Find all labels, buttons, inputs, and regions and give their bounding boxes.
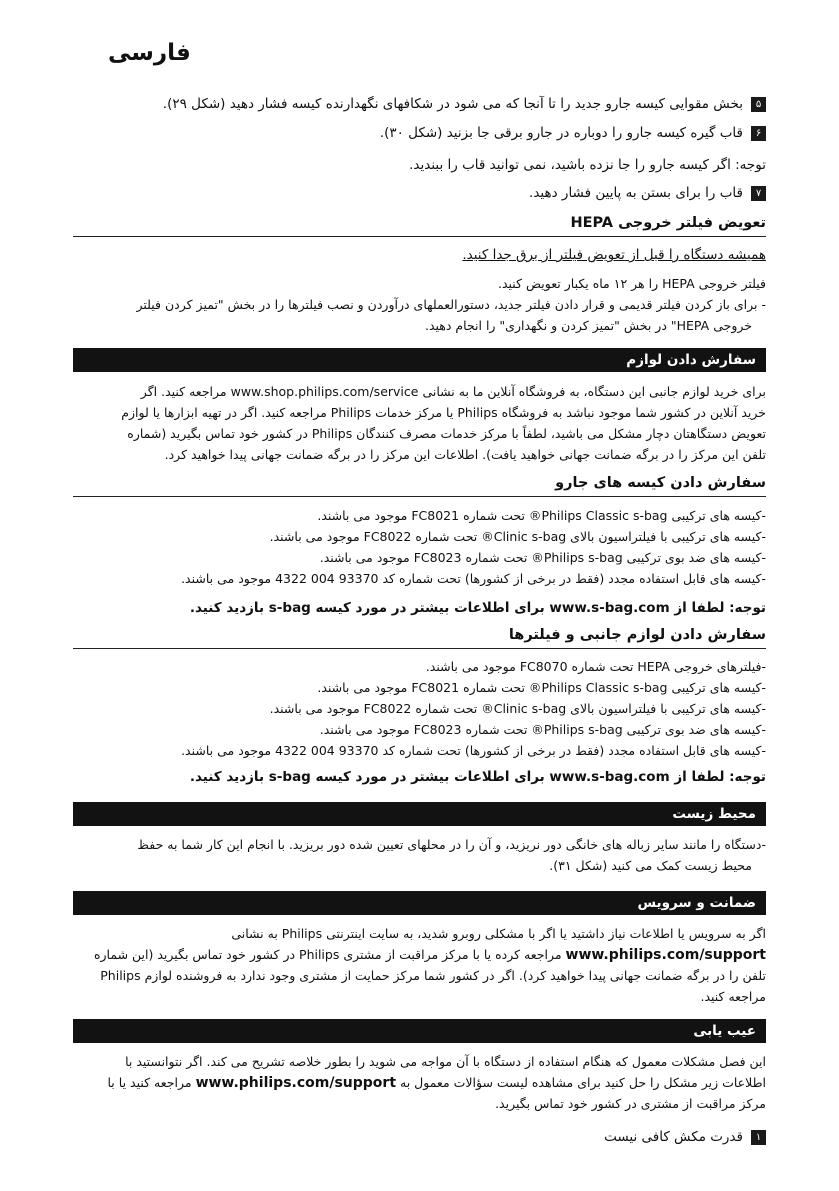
accessories-note: توجه: لطفا از www.s-bag.com برای اطلاعات بیشتر در مورد کیسه s-bag بازدید کنید. [189, 769, 766, 785]
accessories-item [73, 740, 766, 761]
section-bar-environment: محیط زیست [73, 802, 766, 826]
bullet-dash: - [761, 701, 766, 716]
step-7 [73, 182, 766, 204]
hepa-bullet-cont: خروجی HEPA" در بخش "تمیز کردن و نگهداری" را انجام دهید. [424, 318, 752, 333]
bags-item [73, 505, 766, 526]
troubleshooting-line: این فصل مشکلات معمول که هنگام استفاده از دستگاه با آن مواجه می شوید را بطور خلاصه تشریح می کند. اگر نتوانستید با [125, 1054, 766, 1069]
warranty-text: مراجعه کرده یا با مرکز مراقبت از مشتری Philips در کشور خود تماس بگیرید (این شماره [93, 947, 562, 962]
bullet-dash: - [761, 508, 766, 523]
support-link[interactable]: www.philips.com/support [565, 947, 766, 963]
warranty-line [73, 944, 766, 966]
ordering-line: تعویض دستگاهتان دچار مشکل می باشید، لطفاً با مرکز خدمات مصرف کنندگان Philips در کشور خود تماس بگیرید (شماره [127, 426, 766, 441]
bags-heading: سفارش دادن کیسه های جارو [555, 475, 766, 491]
bullet-text: کیسه های ترکیبی Philips Classic s-bag® تحت شماره FC8021 موجود می باشند. [317, 680, 762, 695]
step-text: قاب گیره کیسه جارو را دوباره در جارو برقی جا بزنید (شکل ۳۰). [379, 125, 743, 141]
divider [73, 496, 766, 497]
bullet-dash: - [761, 680, 766, 695]
bullet-text: کیسه های ترکیبی با فیلتراسیون بالای Clinic s-bag® تحت شماره FC8022 موجود می باشند. [269, 529, 762, 544]
accessories-item [73, 719, 766, 740]
step-number: ۵ [751, 97, 766, 112]
ordering-line: خرید آنلاین در کشور شما موجود نباشد به فروشگاه Philips یا مرکز خدمات Philips مراجعه کنید. اگر در تهیه ابزارها یا لوازم [121, 405, 766, 420]
bullet-text: کیسه های ترکیبی با فیلتراسیون بالای Clinic s-bag® تحت شماره FC8022 موجود می باشند. [269, 701, 762, 716]
accessories-heading: سفارش دادن لوازم جانبی و فیلترها [508, 627, 766, 643]
support-link[interactable]: www.philips.com/support [195, 1075, 397, 1091]
bullet-dash: - [761, 550, 766, 565]
step-number: ۷ [751, 186, 766, 201]
ordering-line: تلفن این مرکز را در برگه ضمانت جهانی خواهید یافت). اطلاعات این مرکز را در برگه ضمانت جهانی پیدا خواهید کرد. [164, 447, 766, 462]
bullet-text: کیسه های قابل استفاده مجدد (فقط در برخی از کشورها) تحت شماره کد 93370 004 4322 موجود می باشند. [181, 571, 762, 586]
hepa-bullet [73, 294, 766, 315]
bullet-text: فیلترهای خروجی HEPA تحت شماره FC8070 موجود می باشند. [425, 659, 762, 674]
note-frame: توجه: اگر کیسه جارو را جا نزده باشید، نمی توانید قاب را ببندید. [409, 157, 766, 173]
bullet-dash: - [761, 297, 766, 312]
hepa-heading: تعویض فیلتر خروجی HEPA [570, 215, 766, 231]
bullet-text: کیسه های ضد بوی ترکیبی Philips s-bag® تحت شماره FC8023 موجود می باشند. [319, 722, 762, 737]
accessories-item [73, 656, 766, 677]
bullet-text: کیسه های ترکیبی Philips Classic s-bag® تحت شماره FC8021 موجود می باشند. [317, 508, 762, 523]
hepa-line: فیلتر خروجی HEPA را هر ۱۲ ماه یکبار تعویض کنید. [497, 276, 766, 291]
accessories-item [73, 698, 766, 719]
bullet-text: کیسه های قابل استفاده مجدد (فقط در برخی از کشورها) تحت شماره کد 93370 004 4322 موجود می باشند. [181, 743, 762, 758]
bullet-dash: - [761, 722, 766, 737]
bullet-dash: - [761, 837, 766, 852]
warranty-line: اگر به سرویس یا اطلاعات نیاز داشتید یا اگر با مشکلی روبرو شدید، به سایت اینترنتی Philips به نشانی [231, 926, 766, 941]
section-bar-troubleshooting: عیب یابی [73, 1019, 766, 1043]
bags-item [73, 547, 766, 568]
step-5 [73, 93, 766, 115]
troubleshooting-line [73, 1072, 766, 1094]
environment-item [73, 834, 766, 855]
bags-note: توجه: لطفا از www.s-bag.com برای اطلاعات بیشتر در مورد کیسه s-bag بازدید کنید. [189, 600, 766, 616]
bullet-dash: - [761, 743, 766, 758]
step-number: ۶ [751, 126, 766, 141]
step-6 [73, 122, 766, 144]
step-number: ۱ [751, 1130, 766, 1145]
language-label: فارسی [108, 40, 191, 66]
bullet-text: برای باز کردن فیلتر قدیمی و قرار دادن فیلتر جدید، دستورالعملهای درآوردن و نصب فیلترها را در بخش "تمیز کردن فیلتر [136, 297, 758, 312]
bullet-dash: - [761, 659, 766, 674]
section-bar-ordering: سفارش دادن لوازم [73, 348, 766, 372]
step-1 [73, 1126, 766, 1148]
bullet-text: کیسه های ضد بوی ترکیبی Philips s-bag® تحت شماره FC8023 موجود می باشند. [319, 550, 762, 565]
bags-item [73, 526, 766, 547]
hepa-warning: همیشه دستگاه را قبل از تعویض فیلتر از برق جدا کنید. [462, 247, 766, 263]
step-text: بخش مقوایی کیسه جارو جدید را تا آنجا که می شود در شکافهای نگهدارنده کیسه فشار دهید (شکل ۲۹). [162, 96, 743, 112]
bullet-dash: - [761, 571, 766, 586]
ordering-line: برای خرید لوازم جانبی این دستگاه، به فروشگاه آنلاین ما به نشانی www.shop.philips.com/service مراجعه کنید. اگر [140, 384, 766, 399]
accessories-item [73, 677, 766, 698]
section-bar-warranty: ضمانت و سرویس [73, 891, 766, 915]
troubleshooting-text: مراجعه کنید یا با [107, 1075, 192, 1090]
bullet-dash: - [761, 529, 766, 544]
bullet-text: دستگاه را مانند سایر زباله های خانگی دور نریزید، و آن را در محلهای تعیین شده دور بریزید. با انجام این کار شما به حفظ [137, 837, 762, 852]
troubleshooting-text: اطلاعات زیر مشکل را حل کنید برای مشاهده لیست سؤالات معمول به [400, 1075, 766, 1090]
environment-cont: محیط زیست کمک می کنید (شکل ۳۱). [549, 858, 752, 873]
bags-item [73, 568, 766, 589]
warranty-line: تلفن را در برگه ضمانت جهانی پیدا خواهید کرد). اگر در کشور شما مرکز حمایت از مشتری وجود ندارد به فروشنده لوازم Philips [100, 968, 766, 983]
warranty-line: مراجعه کنید. [700, 989, 766, 1004]
step-text: قدرت مکش کافی نیست [604, 1129, 743, 1145]
divider [73, 236, 766, 237]
troubleshooting-line: مرکز مراقبت از مشتری در کشور خود تماس بگیرید. [495, 1096, 766, 1111]
step-text: قاب را برای بستن به پایین فشار دهید. [529, 185, 743, 201]
divider [73, 648, 766, 649]
